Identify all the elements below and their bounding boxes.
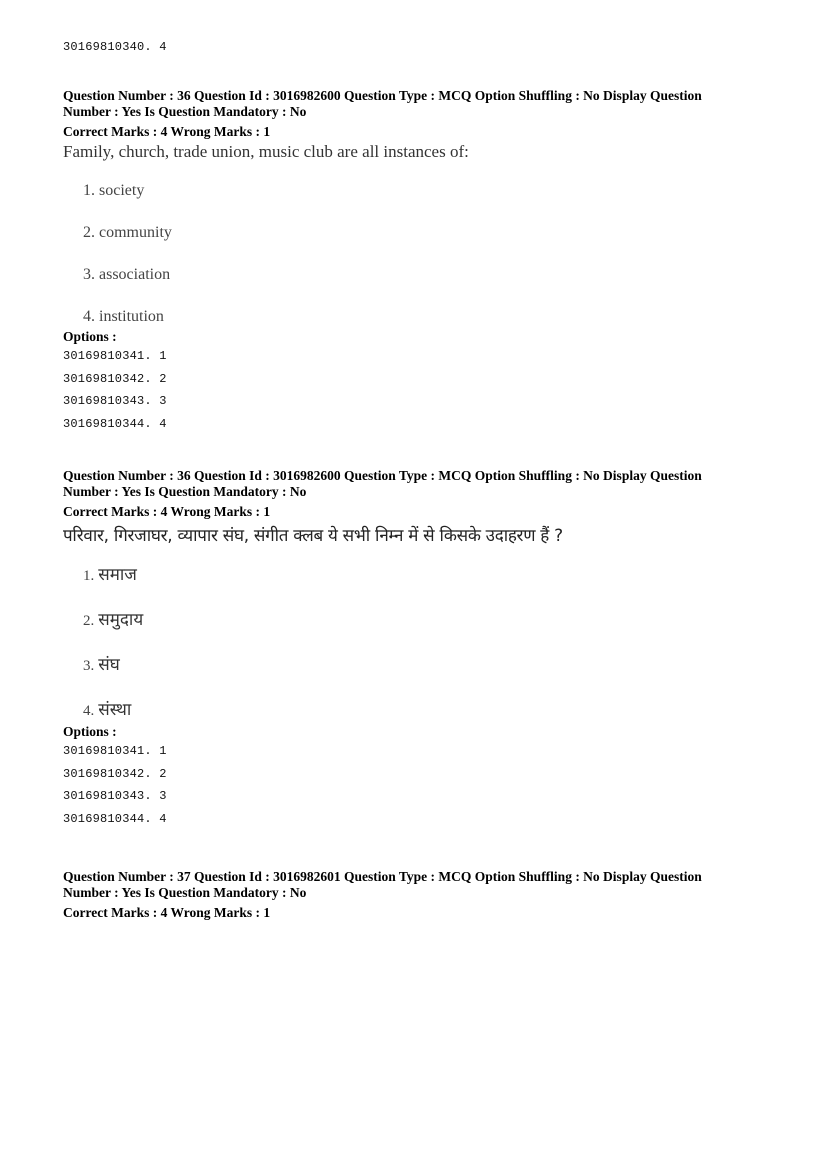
- choice-item: 1. समाज: [83, 565, 137, 585]
- options-heading: Options :: [63, 724, 117, 739]
- choice-label: association: [99, 266, 171, 283]
- choice-label: संस्था: [98, 700, 132, 720]
- choice-item: 3. संघ: [83, 655, 120, 675]
- choice-label: समुदाय: [98, 610, 144, 630]
- choice-label: community: [99, 224, 172, 241]
- choice-item: 3. association: [83, 266, 171, 283]
- question-block-hi: [63, 468, 783, 830]
- option-code: 30169810342. 2: [63, 371, 167, 386]
- option-code-list: [63, 345, 783, 435]
- choice-list: [63, 181, 783, 327]
- question-meta: [63, 869, 783, 921]
- option-code-list: [63, 740, 783, 830]
- option-code: 30169810344. 4: [63, 416, 167, 431]
- choice-list: [63, 564, 783, 722]
- question-meta-line2: Number : Yes Is Question Mandatory : No: [63, 104, 307, 119]
- question-meta: [63, 88, 783, 140]
- question-meta-line2: Number : Yes Is Question Mandatory : No: [63, 885, 307, 900]
- option-code: 30169810343. 3: [63, 789, 167, 803]
- question-text: परिवार, गिरजाघर, व्यापार संघ, संगीत क्लब ये सभी निम्न में से किसके उदाहरण हैं ?: [63, 526, 563, 546]
- option-code: 30169810344. 4: [63, 811, 167, 826]
- question-meta-line1: Question Number : 36 Question Id : 3016982600 Question Type : MCQ Option Shuffling : No Display Question: [63, 468, 702, 483]
- question-text: Family, church, trade union, music club are all instances of:: [63, 142, 469, 161]
- choice-item: 1. society: [83, 182, 145, 199]
- marks-line: Correct Marks : 4 Wrong Marks : 1: [63, 124, 271, 139]
- option-code: 30169810342. 2: [63, 766, 167, 781]
- choice-label: समाज: [98, 565, 137, 585]
- options-heading: Options :: [63, 329, 117, 344]
- question-meta-line1: Question Number : 36 Question Id : 3016982600 Question Type : MCQ Option Shuffling : No Display Question: [63, 88, 702, 103]
- question-block-next: [63, 869, 783, 921]
- question-block-en: [63, 88, 783, 435]
- choice-label: संघ: [98, 655, 120, 675]
- choice-label: institution: [99, 308, 164, 325]
- question-meta-line2: Number : Yes Is Question Mandatory : No: [63, 484, 307, 499]
- option-code: 30169810343. 3: [63, 394, 167, 408]
- choice-item: 2. community: [83, 224, 172, 241]
- choice-item: 4. संस्था: [83, 700, 132, 720]
- choice-item: 4. institution: [83, 308, 164, 325]
- marks-line: Correct Marks : 4 Wrong Marks : 1: [63, 504, 271, 519]
- option-code: 30169810341. 1: [63, 349, 167, 363]
- question-meta-line1: Question Number : 37 Question Id : 3016982601 Question Type : MCQ Option Shuffling : No Display Question: [63, 869, 702, 884]
- choice-label: society: [99, 182, 145, 199]
- question-meta: [63, 468, 783, 520]
- page-header-id: 30169810340. 4: [63, 40, 167, 54]
- choice-item: 2. समुदाय: [83, 610, 144, 630]
- option-code: 30169810341. 1: [63, 744, 167, 758]
- marks-line: Correct Marks : 4 Wrong Marks : 1: [63, 905, 271, 920]
